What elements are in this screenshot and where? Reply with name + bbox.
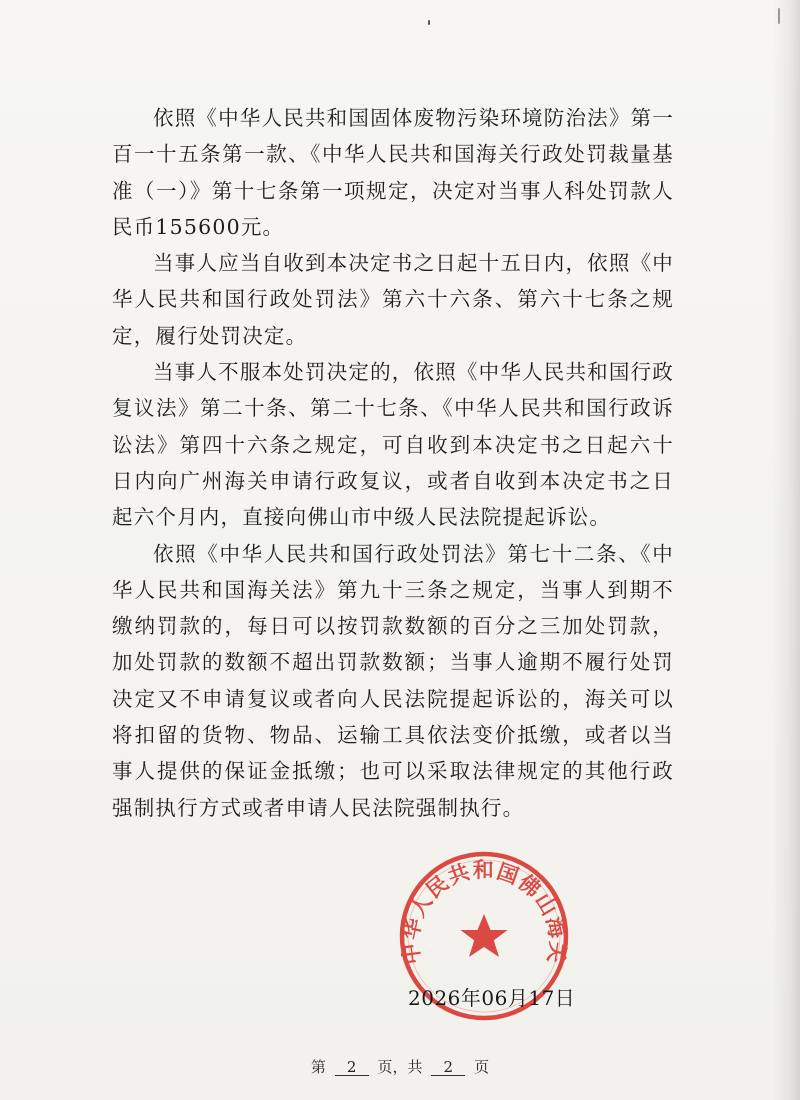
paragraph-appeal-rights: 当事人不服本处罚决定的，依照《中华人民共和国行政复议法》第二十条、第二十七条、《中华人民共和国行政诉讼法》第四十六条之规定，可自收到本决定书之日起六十日内向广州海关申请行政复议，或者自收到本决定书之日起六个月内，直接向佛山市中级人民法院提起诉讼。 [112, 360, 674, 530]
scan-speck [428, 20, 430, 25]
footer-suffix: 页 [474, 1058, 490, 1076]
total-pages-number: 2 [431, 1059, 465, 1076]
page-edge-shadow [772, 0, 800, 1100]
scan-speck [778, 8, 780, 24]
svg-text:中华人民共和国佛山海关 [398, 858, 569, 966]
seal-text: 中华人民共和国佛山海关 [398, 858, 570, 966]
paragraph-penalty-basis: 依照《中华人民共和国固体废物污染环境防治法》第一百一十五条第一款、《中华人民共和国海关行政处罚裁量基准（一）》第十七条第一项规定，决定对当事人科处罚款人民币155600元。 [112, 106, 674, 239]
current-page-number: 2 [335, 1059, 369, 1076]
document-date: 2026年06月17日 [408, 986, 576, 1010]
paragraph-payment-deadline: 当事人应当自收到本决定书之日起十五日内，依照《中华人民共和国行政处罚法》第六十六条、第六十七条之规定，履行处罚决定。 [112, 251, 674, 348]
star-icon [461, 914, 508, 957]
paragraph-enforcement: 依照《中华人民共和国行政处罚法》第七十二条、《中华人民共和国海关法》第九十三条之规定，当事人到期不缴纳罚款的，每日可以按罚款数额的百分之三加处罚款，加处罚款的数额不超出罚款数额；当事人逾期不履行处罚决定又不申请复议或者向人民法院提起诉讼的，海关可以将扣留的货物、物品、运输工具依法变价抵缴，或者以当事人提供的保证金抵缴；也可以采取法律规定的其他行政强制执行方式或者申请人民法院强制执行。 [112, 541, 674, 820]
footer-prefix: 第 [310, 1058, 326, 1076]
document-body [112, 100, 674, 826]
footer-mid: 页，共 [377, 1058, 423, 1076]
page-footer [0, 1056, 800, 1077]
